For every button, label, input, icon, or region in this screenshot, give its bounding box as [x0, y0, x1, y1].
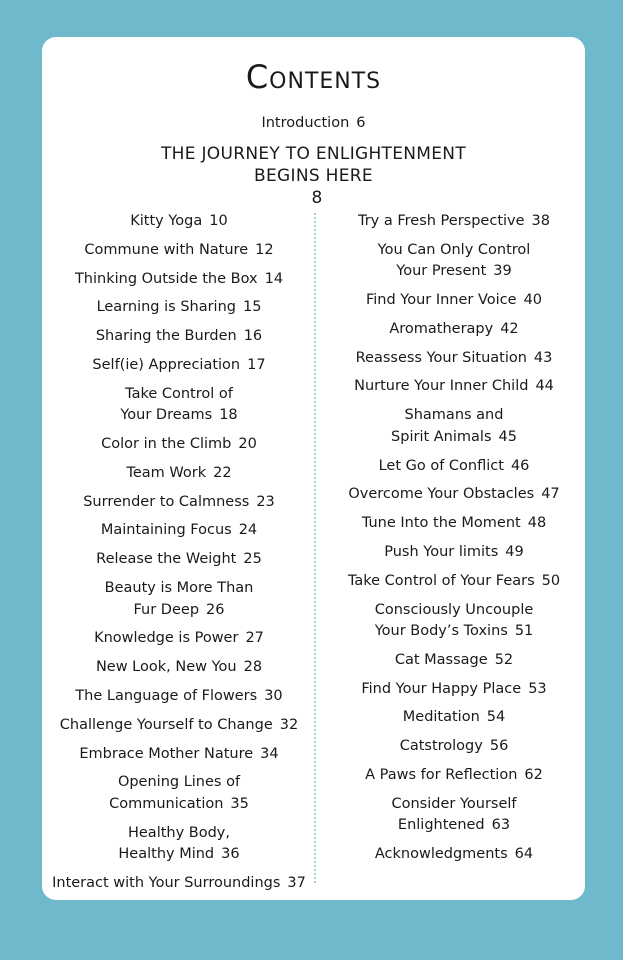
entry-title-line [48, 844, 310, 866]
entry-title-line [48, 434, 310, 456]
toc-entry[interactable] [323, 794, 585, 837]
entry-title-line [48, 269, 310, 291]
entry-page-number: 62 [524, 767, 543, 784]
toc-entry[interactable] [48, 297, 310, 319]
entry-title-line [48, 686, 310, 708]
toc-entry[interactable] [48, 686, 310, 708]
entry-title: Take Control of [125, 385, 233, 402]
entry-title: Embrace Mother Nature [79, 745, 254, 762]
entry-title: Surrender to Calmness [83, 493, 250, 510]
toc-entry[interactable] [48, 744, 310, 766]
entry-title-line [323, 456, 585, 478]
entry-page-number: 46 [510, 457, 530, 474]
entry-title-line [323, 376, 585, 398]
entry-page-number: 18 [219, 407, 238, 424]
entry-page-number: 15 [242, 299, 262, 316]
entry-page-number: 32 [279, 716, 299, 733]
toc-entry[interactable] [323, 707, 585, 729]
entry-title: Team Work [126, 464, 207, 481]
entry-title-line [323, 571, 585, 593]
entry-title: Your Body’s Toxins [374, 623, 508, 640]
toc-entry[interactable] [323, 348, 585, 370]
entry-title: Catstrology [399, 738, 483, 755]
entry-title-line [323, 348, 585, 370]
entry-title: Nurture Your Inner Child [354, 378, 529, 395]
entry-title: Knowledge is Power [94, 630, 239, 647]
toc-entry[interactable] [323, 405, 585, 448]
entry-title-line [323, 261, 585, 283]
toc-entry[interactable] [48, 772, 310, 815]
entry-title: Take Control of Your Fears [347, 572, 535, 589]
entry-page-number: 49 [505, 543, 524, 560]
entry-title-line [323, 600, 585, 622]
entry-page-number: 20 [238, 436, 257, 453]
entry-title-line [48, 715, 310, 737]
entry-title: A Paws for Reflection [365, 767, 518, 784]
section-heading-line-1: THE JOURNEY TO ENLIGHTENMENT [160, 144, 467, 164]
entry-title: Commune with Nature [84, 241, 249, 258]
entry-page-number: 51 [514, 623, 534, 640]
entry-title-line [48, 873, 310, 895]
entry-title: Learning is Sharing [96, 299, 236, 316]
entry-title-line [48, 211, 310, 233]
toc-entry[interactable] [48, 384, 310, 427]
entry-page-number: 6 [356, 115, 366, 131]
entry-page-number: 14 [264, 270, 284, 287]
entry-title-line [48, 463, 310, 485]
section-heading[interactable] [42, 143, 585, 209]
entry-page-number: 37 [287, 874, 306, 891]
entry-title-line [48, 578, 310, 600]
entry-title-line [323, 290, 585, 312]
toc-entry[interactable] [323, 844, 585, 866]
entry-title: The Language of Flowers [75, 687, 258, 704]
entry-page-number: 16 [243, 328, 263, 345]
entry-title-line [323, 211, 585, 233]
entry-title: Consider Yourself [391, 795, 517, 812]
entry-title: Reassess Your Situation [355, 349, 527, 366]
toc-entry[interactable] [48, 355, 310, 377]
toc-entry[interactable] [323, 650, 585, 672]
entry-page-number: 42 [500, 320, 519, 337]
entry-title-line [48, 240, 310, 262]
entry-title: Find Your Happy Place [361, 680, 522, 697]
entry-page-number: 50 [541, 572, 561, 589]
entry-page-number: 45 [498, 428, 517, 445]
toc-entry[interactable] [48, 211, 310, 233]
entry-title: Your Present [396, 263, 487, 280]
entry-page-number: 52 [494, 651, 514, 668]
entry-title-line [48, 600, 310, 622]
entry-title-line [323, 765, 585, 787]
toc-entry[interactable] [323, 319, 585, 341]
entry-title-line [48, 549, 310, 571]
toc-entry[interactable] [48, 873, 310, 895]
entry-title: New Look, New You [95, 659, 237, 676]
toc-entry[interactable] [323, 376, 585, 398]
entry-page-number: 22 [213, 464, 232, 481]
entry-page-number: 38 [531, 213, 550, 229]
entry-title-line [323, 513, 585, 535]
entry-page-number: 24 [238, 522, 258, 539]
entry-title-line [48, 772, 310, 815]
column-divider [314, 213, 316, 883]
entry-title-line [323, 679, 585, 701]
entry-title-line [48, 628, 310, 650]
entry-title-line [323, 405, 585, 427]
entry-title: Try a Fresh Perspective [357, 213, 525, 229]
toc-entry[interactable] [323, 571, 585, 593]
entry-page-number: 27 [245, 630, 264, 647]
toc-left-column [48, 211, 310, 894]
entry-title: Spirit Animals [391, 428, 492, 445]
entry-page-number: 56 [489, 738, 509, 755]
entry-page-number: 25 [243, 551, 262, 568]
toc-entry[interactable] [48, 269, 310, 291]
entry-title: Aromatherapy [389, 320, 494, 337]
toc-entry[interactable] [48, 326, 310, 348]
toc-entry[interactable] [48, 823, 310, 866]
toc-entry[interactable] [323, 542, 585, 564]
toc-entry[interactable] [323, 484, 585, 506]
entry-title-line [48, 744, 310, 766]
entry-title-line [48, 355, 310, 377]
entry-title: Cat Massage [394, 651, 488, 668]
entry-title: Consciously Uncouple [374, 601, 534, 618]
entry-page-number: 39 [493, 263, 512, 280]
entry-title: Your Dreams [120, 407, 213, 424]
entry-page-number: 26 [206, 601, 225, 618]
toc-entry[interactable] [323, 765, 585, 787]
toc-entry[interactable] [48, 578, 310, 621]
entry-page-number: 43 [533, 349, 553, 366]
entry-title: Enlightened [397, 817, 485, 834]
entry-title: Beauty is More Than [104, 580, 254, 597]
toc-entry-introduction[interactable] [42, 113, 585, 133]
page-title: Contents [245, 58, 382, 96]
section-heading-line-2: BEGINS HERE 8 [42, 165, 585, 209]
entry-page-number: 28 [243, 659, 263, 676]
entry-page-number: 23 [256, 493, 275, 510]
toc-entry[interactable] [323, 736, 585, 758]
toc-entry[interactable] [323, 290, 585, 312]
entry-page-number: 10 [209, 213, 228, 229]
toc-entry[interactable] [323, 513, 585, 535]
toc-entry[interactable] [48, 492, 310, 514]
entry-title-line [48, 520, 310, 542]
entry-title: Release the Weight [96, 551, 237, 568]
toc-entry[interactable] [48, 715, 310, 737]
section-page-number: 8 [311, 188, 323, 208]
entry-page-number: 36 [221, 846, 240, 863]
toc-entry[interactable] [48, 520, 310, 542]
entry-page-number: 47 [541, 486, 560, 503]
toc-entry[interactable] [323, 456, 585, 478]
toc-right-column [323, 211, 585, 866]
entry-title-line [323, 736, 585, 758]
toc-entry[interactable] [48, 549, 310, 571]
toc-entry[interactable] [323, 679, 585, 701]
entry-title-line [48, 492, 310, 514]
entry-title: Push Your limits [384, 543, 499, 560]
entry-title: Fur Deep [133, 601, 200, 618]
toc-entry[interactable] [48, 463, 310, 485]
entry-page-number: 34 [260, 745, 279, 762]
entry-title: Shamans and [404, 407, 504, 424]
entry-page-number: 48 [527, 515, 547, 532]
entry-title-line [48, 297, 310, 319]
entry-page-number: 17 [247, 356, 266, 373]
entry-title: Self(ie) Appreciation [92, 356, 241, 373]
toc-entry[interactable] [323, 600, 585, 643]
entry-title: Thinking Outside the Box [74, 270, 258, 287]
entry-title: Find Your Inner Voice [365, 292, 517, 309]
entry-title-line [48, 384, 310, 406]
entry-title: Opening Lines of Communication [109, 774, 241, 812]
entry-title-line [323, 815, 585, 837]
entry-title-line [323, 794, 585, 816]
entry-page-number: 63 [491, 817, 511, 834]
entry-title-line [48, 405, 310, 427]
entry-title-line [48, 326, 310, 348]
entry-page-number: 44 [535, 378, 554, 395]
entry-title: Challenge Yourself to Change [59, 716, 273, 733]
entry-title: Introduction [261, 115, 350, 131]
entry-title: Overcome Your Obstacles [348, 486, 535, 503]
toc-entry[interactable] [48, 657, 310, 679]
entry-title: Sharing the Burden [95, 328, 237, 345]
entry-page-number: 40 [523, 292, 543, 309]
toc-entry[interactable] [48, 434, 310, 456]
entry-page-number: 54 [486, 709, 506, 726]
entry-title: Meditation [402, 709, 480, 726]
entry-title-line [323, 621, 585, 643]
entry-title-line [323, 484, 585, 506]
entry-title: Acknowledgments [374, 846, 508, 863]
entry-title-line [323, 844, 585, 866]
entry-title-line [323, 650, 585, 672]
entry-page-number: 35 [230, 795, 249, 812]
entry-title: Healthy Mind [118, 846, 215, 863]
toc-entry[interactable] [323, 211, 585, 233]
entry-page-number: 30 [264, 687, 283, 704]
entry-title-line [323, 427, 585, 449]
entry-page-number: 12 [255, 241, 274, 258]
entry-title-line [323, 542, 585, 564]
entry-title: Tune Into the Moment [361, 515, 521, 532]
entry-title: Color in the Climb [101, 436, 232, 453]
toc-entry[interactable] [48, 628, 310, 650]
entry-title: Maintaining Focus [100, 522, 232, 539]
entry-page-number: 53 [528, 680, 547, 697]
entry-page-number: 64 [514, 846, 534, 863]
entry-title: Let Go of Conflict [378, 457, 504, 474]
entry-title: Healthy Body, [127, 824, 231, 841]
entry-title: You Can Only Control [377, 241, 531, 258]
entry-title-line [323, 240, 585, 262]
entry-title: Interact with Your Surroundings [52, 874, 281, 891]
entry-title-line [323, 707, 585, 729]
entry-title-line [48, 823, 310, 845]
entry-title-line [323, 319, 585, 341]
entry-title-line [48, 657, 310, 679]
toc-entry[interactable] [48, 240, 310, 262]
toc-entry[interactable] [323, 240, 585, 283]
entry-title: Kitty Yoga [130, 213, 203, 229]
contents-page [42, 37, 585, 900]
